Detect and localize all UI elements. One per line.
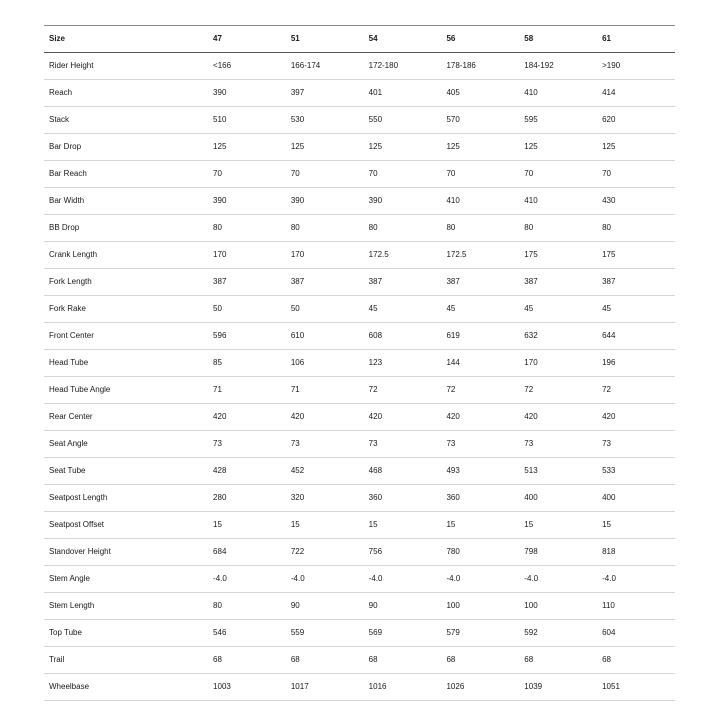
table-cell: 592 xyxy=(519,620,597,647)
row-label: Bar Drop xyxy=(44,134,208,161)
row-label: Reach xyxy=(44,80,208,107)
table-cell: 106 xyxy=(286,350,364,377)
table-row xyxy=(44,296,675,323)
table-cell: 72 xyxy=(441,377,519,404)
table-cell: 170 xyxy=(519,350,597,377)
table-cell: 70 xyxy=(286,161,364,188)
table-cell: 468 xyxy=(364,458,442,485)
table-cell: 530 xyxy=(286,107,364,134)
table-cell: 170 xyxy=(286,242,364,269)
table-cell: 428 xyxy=(208,458,286,485)
row-label: Head Tube Angle xyxy=(44,377,208,404)
table-cell: 414 xyxy=(597,80,675,107)
table-cell: <166 xyxy=(208,53,286,80)
table-row xyxy=(44,458,675,485)
table-cell: 510 xyxy=(208,107,286,134)
table-row xyxy=(44,485,675,512)
row-label: Stem Length xyxy=(44,593,208,620)
table-cell: 90 xyxy=(286,593,364,620)
row-label: Front Center xyxy=(44,323,208,350)
table-cell: 513 xyxy=(519,458,597,485)
table-cell: 390 xyxy=(208,80,286,107)
table-cell: 644 xyxy=(597,323,675,350)
table-cell: 550 xyxy=(364,107,442,134)
table-cell: 73 xyxy=(519,431,597,458)
table-row xyxy=(44,215,675,242)
table-cell: 780 xyxy=(441,539,519,566)
table-cell: 175 xyxy=(519,242,597,269)
table-body xyxy=(44,53,675,701)
table-cell: 70 xyxy=(519,161,597,188)
table-cell: 72 xyxy=(519,377,597,404)
table-cell: 1039 xyxy=(519,674,597,701)
table-row xyxy=(44,539,675,566)
table-cell: -4.0 xyxy=(441,566,519,593)
table-cell: 71 xyxy=(286,377,364,404)
table-row xyxy=(44,80,675,107)
table-cell: 387 xyxy=(441,269,519,296)
table-cell: 45 xyxy=(364,296,442,323)
table-cell: 80 xyxy=(286,215,364,242)
table-cell: 387 xyxy=(597,269,675,296)
table-cell: 125 xyxy=(286,134,364,161)
table-cell: 45 xyxy=(597,296,675,323)
table-cell: 73 xyxy=(286,431,364,458)
table-cell: 397 xyxy=(286,80,364,107)
table-row xyxy=(44,188,675,215)
table-cell: 73 xyxy=(597,431,675,458)
table-cell: 73 xyxy=(208,431,286,458)
table-cell: 68 xyxy=(286,647,364,674)
table-cell: 420 xyxy=(286,404,364,431)
table-cell: 100 xyxy=(441,593,519,620)
row-label: Crank Length xyxy=(44,242,208,269)
table-cell: 320 xyxy=(286,485,364,512)
table-cell: 15 xyxy=(286,512,364,539)
table-cell: 73 xyxy=(441,431,519,458)
table-cell: 125 xyxy=(597,134,675,161)
table-cell: 144 xyxy=(441,350,519,377)
table-cell: 387 xyxy=(286,269,364,296)
table-cell: >190 xyxy=(597,53,675,80)
table-cell: 410 xyxy=(519,80,597,107)
table-cell: 559 xyxy=(286,620,364,647)
table-cell: 595 xyxy=(519,107,597,134)
table-cell: 387 xyxy=(519,269,597,296)
header-size-1: 47 xyxy=(208,26,286,53)
table-cell: 45 xyxy=(519,296,597,323)
row-label: Top Tube xyxy=(44,620,208,647)
table-row xyxy=(44,512,675,539)
header-size-5: 58 xyxy=(519,26,597,53)
table-cell: 80 xyxy=(597,215,675,242)
table-cell: 72 xyxy=(597,377,675,404)
row-label: Rear Center xyxy=(44,404,208,431)
table-cell: 70 xyxy=(441,161,519,188)
table-cell: 72 xyxy=(364,377,442,404)
table-row xyxy=(44,269,675,296)
table-header xyxy=(44,26,675,53)
table-cell: 387 xyxy=(364,269,442,296)
table-cell: 390 xyxy=(208,188,286,215)
table-cell: 632 xyxy=(519,323,597,350)
table-cell: 387 xyxy=(208,269,286,296)
table-cell: 280 xyxy=(208,485,286,512)
table-cell: 405 xyxy=(441,80,519,107)
table-row xyxy=(44,674,675,701)
table-cell: 15 xyxy=(441,512,519,539)
row-label: Wheelbase xyxy=(44,674,208,701)
table-row xyxy=(44,647,675,674)
header-size-label: Size xyxy=(44,26,208,53)
table-cell: 68 xyxy=(441,647,519,674)
row-label: Seat Angle xyxy=(44,431,208,458)
table-row xyxy=(44,242,675,269)
table-cell: 125 xyxy=(208,134,286,161)
table-row xyxy=(44,566,675,593)
table-cell: -4.0 xyxy=(364,566,442,593)
table-cell: -4.0 xyxy=(286,566,364,593)
table-cell: 184-192 xyxy=(519,53,597,80)
row-label: Trail xyxy=(44,647,208,674)
table-cell: 172.5 xyxy=(441,242,519,269)
table-cell: 610 xyxy=(286,323,364,350)
row-label: Seatpost Offset xyxy=(44,512,208,539)
row-label: Stack xyxy=(44,107,208,134)
row-label: Head Tube xyxy=(44,350,208,377)
table-cell: 604 xyxy=(597,620,675,647)
table-cell: 420 xyxy=(519,404,597,431)
row-label: Stem Angle xyxy=(44,566,208,593)
table-cell: 100 xyxy=(519,593,597,620)
table-cell: 172-180 xyxy=(364,53,442,80)
table-row xyxy=(44,404,675,431)
table-cell: 400 xyxy=(519,485,597,512)
table-cell: 175 xyxy=(597,242,675,269)
header-size-4: 56 xyxy=(441,26,519,53)
table-cell: 80 xyxy=(208,593,286,620)
row-label: Fork Rake xyxy=(44,296,208,323)
header-row xyxy=(44,26,675,53)
table-cell: 196 xyxy=(597,350,675,377)
row-label: Bar Reach xyxy=(44,161,208,188)
table-row xyxy=(44,53,675,80)
table-row xyxy=(44,161,675,188)
table-cell: -4.0 xyxy=(597,566,675,593)
table-cell: 125 xyxy=(519,134,597,161)
table-cell: 15 xyxy=(519,512,597,539)
table-cell: 123 xyxy=(364,350,442,377)
table-cell: 1003 xyxy=(208,674,286,701)
table-cell: 546 xyxy=(208,620,286,647)
table-cell: 80 xyxy=(364,215,442,242)
table-cell: 1051 xyxy=(597,674,675,701)
table-cell: 579 xyxy=(441,620,519,647)
table-cell: 1016 xyxy=(364,674,442,701)
row-label: Seat Tube xyxy=(44,458,208,485)
table-row xyxy=(44,431,675,458)
table-cell: 608 xyxy=(364,323,442,350)
table-cell: 71 xyxy=(208,377,286,404)
table-cell: 452 xyxy=(286,458,364,485)
table-cell: 390 xyxy=(364,188,442,215)
table-cell: 70 xyxy=(597,161,675,188)
table-cell: 45 xyxy=(441,296,519,323)
table-cell: -4.0 xyxy=(208,566,286,593)
table-cell: 166-174 xyxy=(286,53,364,80)
table-cell: 50 xyxy=(208,296,286,323)
table-cell: 533 xyxy=(597,458,675,485)
header-size-3: 54 xyxy=(364,26,442,53)
table-cell: 818 xyxy=(597,539,675,566)
table-cell: 756 xyxy=(364,539,442,566)
table-cell: -4.0 xyxy=(519,566,597,593)
table-cell: 50 xyxy=(286,296,364,323)
table-cell: 68 xyxy=(208,647,286,674)
table-cell: 110 xyxy=(597,593,675,620)
table-row xyxy=(44,593,675,620)
row-label: BB Drop xyxy=(44,215,208,242)
table-cell: 80 xyxy=(208,215,286,242)
table-cell: 80 xyxy=(519,215,597,242)
table-cell: 360 xyxy=(364,485,442,512)
table-row xyxy=(44,620,675,647)
table-row xyxy=(44,350,675,377)
table-cell: 390 xyxy=(286,188,364,215)
table-cell: 178-186 xyxy=(441,53,519,80)
table-cell: 420 xyxy=(364,404,442,431)
table-cell: 70 xyxy=(208,161,286,188)
table-cell: 360 xyxy=(441,485,519,512)
table-cell: 430 xyxy=(597,188,675,215)
table-cell: 68 xyxy=(519,647,597,674)
table-cell: 620 xyxy=(597,107,675,134)
table-cell: 73 xyxy=(364,431,442,458)
table-cell: 684 xyxy=(208,539,286,566)
table-cell: 1017 xyxy=(286,674,364,701)
row-label: Bar Width xyxy=(44,188,208,215)
geometry-table xyxy=(44,25,675,701)
table-cell: 80 xyxy=(441,215,519,242)
table-row xyxy=(44,323,675,350)
table-cell: 420 xyxy=(441,404,519,431)
table-cell: 722 xyxy=(286,539,364,566)
table-cell: 68 xyxy=(364,647,442,674)
row-label: Standover Height xyxy=(44,539,208,566)
table-cell: 798 xyxy=(519,539,597,566)
table-cell: 70 xyxy=(364,161,442,188)
table-cell: 400 xyxy=(597,485,675,512)
table-cell: 125 xyxy=(364,134,442,161)
table-cell: 15 xyxy=(364,512,442,539)
table-row xyxy=(44,134,675,161)
table-cell: 401 xyxy=(364,80,442,107)
table-cell: 570 xyxy=(441,107,519,134)
table-cell: 619 xyxy=(441,323,519,350)
table-cell: 420 xyxy=(597,404,675,431)
header-size-2: 51 xyxy=(286,26,364,53)
table-cell: 170 xyxy=(208,242,286,269)
table-cell: 172.5 xyxy=(364,242,442,269)
table-cell: 90 xyxy=(364,593,442,620)
table-row xyxy=(44,377,675,404)
table-cell: 410 xyxy=(519,188,597,215)
table-cell: 1026 xyxy=(441,674,519,701)
table-cell: 493 xyxy=(441,458,519,485)
table-cell: 569 xyxy=(364,620,442,647)
table-cell: 15 xyxy=(597,512,675,539)
table-cell: 68 xyxy=(597,647,675,674)
row-label: Seatpost Length xyxy=(44,485,208,512)
table-cell: 420 xyxy=(208,404,286,431)
table-cell: 410 xyxy=(441,188,519,215)
row-label: Rider Height xyxy=(44,53,208,80)
row-label: Fork Length xyxy=(44,269,208,296)
table-row xyxy=(44,107,675,134)
table-cell: 596 xyxy=(208,323,286,350)
table-cell: 15 xyxy=(208,512,286,539)
header-size-6: 61 xyxy=(597,26,675,53)
table-cell: 125 xyxy=(441,134,519,161)
table-cell: 85 xyxy=(208,350,286,377)
